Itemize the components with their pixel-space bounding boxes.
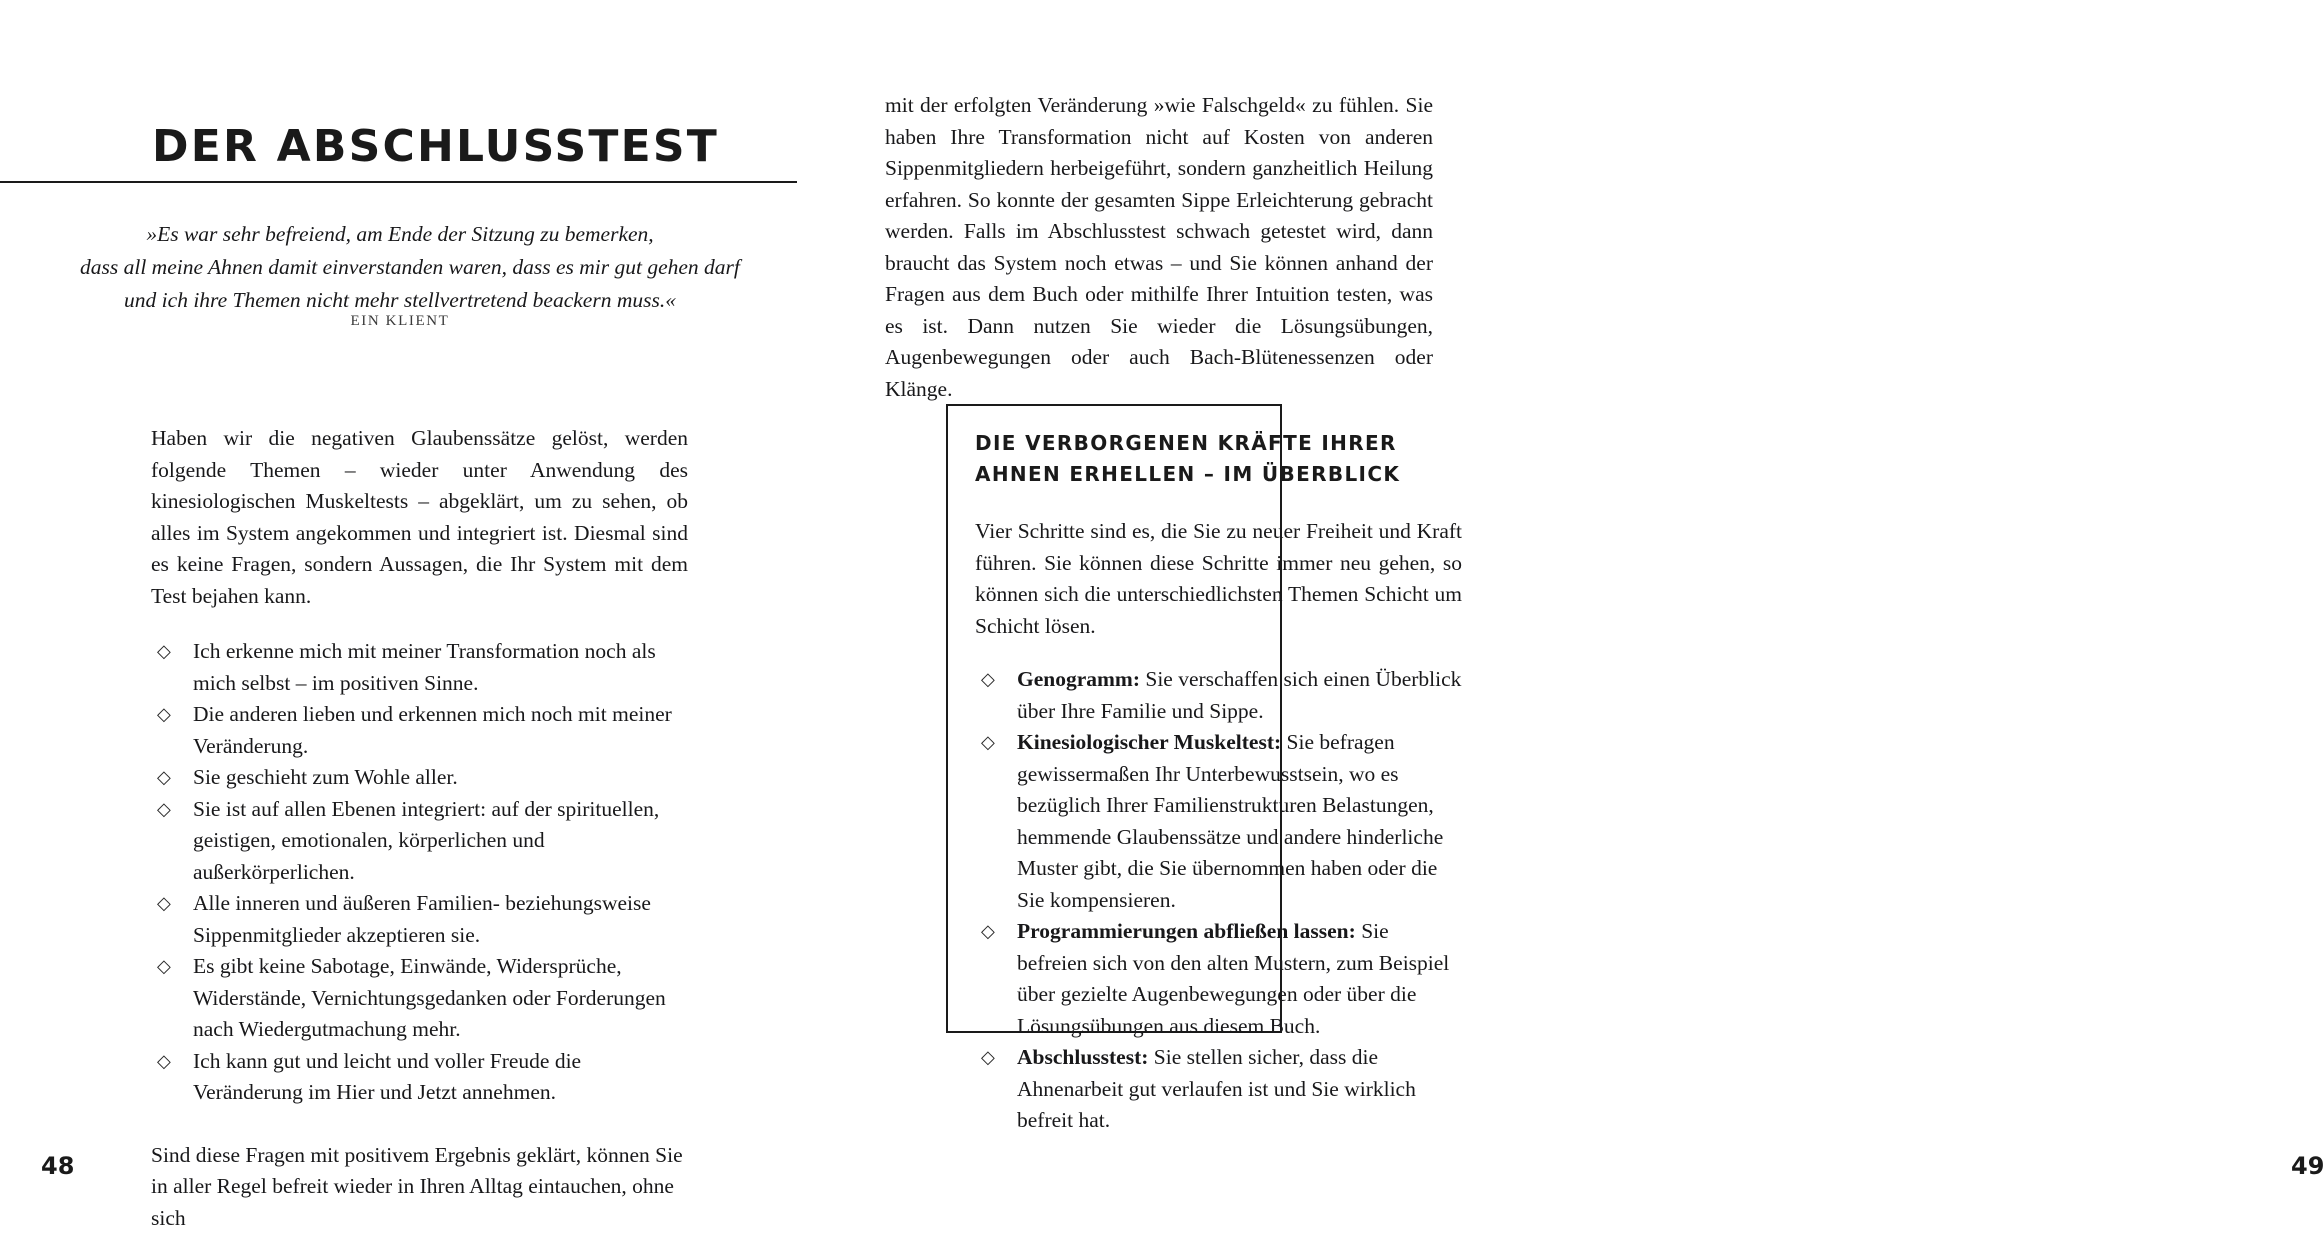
list-item-text: Die anderen lieben und erkennen mich noch mit meiner Veränderung.	[193, 702, 672, 758]
epigraph-attribution: EIN KLIENT	[350, 313, 450, 329]
left-page	[0, 0, 797, 1240]
diamond-bullet-icon: ◇	[981, 732, 995, 752]
callout-steps-list	[975, 664, 1462, 1137]
callout-content	[975, 428, 1462, 1137]
epigraph-line-1: »Es war sehr befreiend, am Ende der Sitzung zu bemerken,	[146, 222, 654, 246]
closing-paragraph: Sind diese Fragen mit positivem Ergebnis geklärt, können Sie in aller Regel befreit wieder in Ihren Alltag eintauchen, ohne sich	[151, 1142, 683, 1230]
diamond-bullet-icon: ◇	[981, 669, 995, 689]
list-item	[151, 794, 688, 889]
list-item-text: Sie ist auf allen Ebenen integriert: auf der spirituellen, geistigen, emotionalen, körperlichen und außerkörperlichen.	[193, 796, 660, 884]
epigraph-line-3: und ich ihre Themen nicht mehr stellvertretend beackern muss.«	[124, 288, 676, 312]
list-item-term: Programmierungen abfließen lassen:	[1017, 919, 1356, 943]
list-item	[975, 664, 1462, 727]
diamond-bullet-icon: ◇	[157, 1050, 171, 1071]
epigraph-line-2: dass all meine Ahnen damit einverstanden waren, dass es mir gut gehen darf	[80, 255, 740, 279]
list-item	[975, 727, 1462, 916]
diamond-bullet-icon: ◇	[157, 704, 171, 724]
diamond-bullet-icon: ◇	[981, 1047, 995, 1067]
intro-paragraph: Haben wir die negativen Glaubenssätze gelöst, werden folgende Themen – wieder unter Anwendung des kinesiologischen Muskeltests – abgeklärt, um zu sehen, ob alles im System angekommen und integriert ist. Diesmal sind es keine Fragen, sondern Aussagen, die Ihr System mit dem Test bejahen kann.	[151, 426, 688, 608]
diamond-bullet-icon: ◇	[157, 956, 171, 976]
list-item-text: Sie stellen sicher, dass die Ahnenarbeit gut verlaufen ist und Sie wirklich befreit hat.	[1017, 1045, 1416, 1132]
list-item-term: Abschlusstest:	[1017, 1045, 1149, 1069]
diamond-bullet-icon: ◇	[157, 767, 171, 787]
diamond-bullet-icon: ◇	[157, 893, 171, 913]
page-number-right: 49	[2291, 1152, 2324, 1180]
list-item-text: Sie geschieht zum Wohle aller.	[193, 765, 458, 789]
list-item	[975, 916, 1462, 1042]
list-item	[975, 1042, 1462, 1137]
list-item-text: Ich kann gut und leicht und voller Freude die Veränderung im Hier und Jetzt annehmen.	[193, 1048, 582, 1104]
left-page-body	[151, 423, 688, 1234]
list-item-term: Kinesiologischer Muskeltest:	[1017, 730, 1282, 754]
page-number-left: 48	[41, 1152, 75, 1180]
list-item-text: Ich erkenne mich mit meiner Transformation noch als mich selbst – im positiven Sinne.	[193, 639, 656, 695]
list-item-text: Sie verschaffen sich einen Überblick über Ihre Familie und Sippe.	[1017, 667, 1462, 723]
title-divider	[0, 181, 797, 183]
page-title: DER ABSCHLUSSTEST	[152, 121, 719, 173]
list-item	[151, 699, 688, 762]
list-item	[151, 1046, 688, 1109]
right-page-body	[885, 90, 1433, 405]
diamond-bullet-icon: ◇	[981, 921, 995, 941]
list-item-text: Es gibt keine Sabotage, Einwände, Widersprüche, Widerstände, Vernichtungsgedanken oder Forderungen nach Wiedergutmachung mehr.	[193, 954, 666, 1041]
list-item-text: Sie befreien sich von den alten Mustern, zum Beispiel über gezielte Augenbewegungen oder über die Lösungsübungen aus diesem Buch.	[1017, 919, 1450, 1038]
callout-box	[946, 404, 1462, 1132]
list-item	[151, 888, 688, 951]
statements-list-wrapper	[151, 636, 688, 1109]
callout-intro-paragraph: Vier Schritte sind es, die Sie zu neuer Freiheit und Kraft führen. Sie können diese Schritte immer neu gehen, so können sich die unterschiedlichsten Themen Schicht um Schicht lösen.	[975, 519, 1462, 638]
epigraph-quote	[80, 218, 740, 317]
list-item-term: Genogramm:	[1017, 667, 1140, 691]
right-page	[797, 0, 2324, 1240]
list-item-text: Sie befragen gewissermaßen Ihr Unterbewusstsein, wo es bezüglich Ihrer Familienstrukturen Belastungen, hemmende Glaubenssätze und andere hinderliche Muster gibt, die Sie übernommen haben oder die Sie kompensieren.	[1017, 730, 1444, 912]
list-item	[151, 951, 688, 1046]
list-item-text: Alle inneren und äußeren Familien- beziehungsweise Sippenmitglieder akzeptieren sie.	[193, 891, 651, 947]
callout-heading: DIE VERBORGENEN KRÄFTE IHRER AHNEN ERHELLEN – IM ÜBERBLICK	[975, 431, 1401, 486]
diamond-bullet-icon: ◇	[157, 798, 171, 819]
statements-list	[151, 636, 688, 1109]
list-item	[151, 636, 688, 699]
continued-paragraph: mit der erfolgten Veränderung »wie Falschgeld« zu fühlen. Sie haben Ihre Transformation nicht auf Kosten von anderen Sippenmitgliedern herbeigeführt, sondern ganzheitlich Heilung erfahren. So konnte der gesamten Sippe Erleichterung gebracht werden. Falls im Abschlusstest schwach getestet wird, dann braucht das System noch etwas – und Sie können anhand der Fragen aus dem Buch oder mithilfe Ihrer Intuition testen, was es ist. Dann nutzen Sie wieder die Lösungsübungen, Augenbewegungen oder auch Bach-Blütenessenzen oder Klänge.	[885, 93, 1433, 401]
list-item	[151, 762, 688, 794]
diamond-bullet-icon: ◇	[157, 641, 171, 661]
